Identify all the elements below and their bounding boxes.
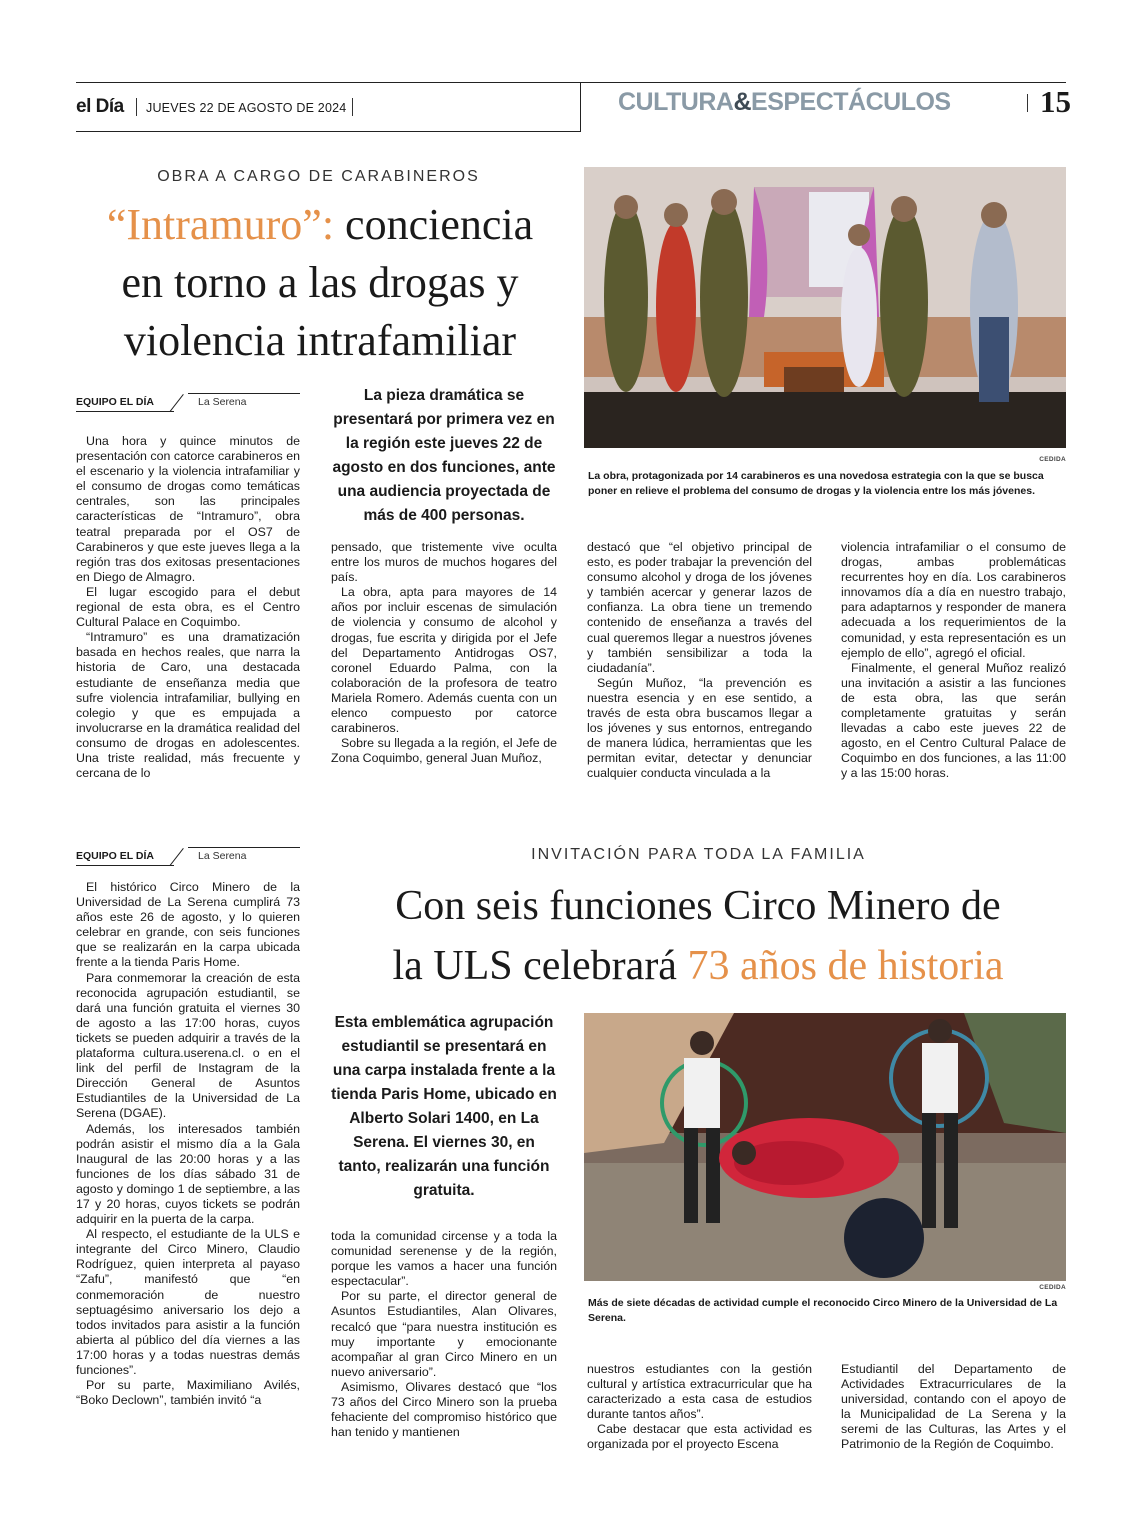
article2-headline (322, 876, 1074, 996)
article1-kicker: OBRA A CARGO DE CARABINEROS (157, 168, 480, 185)
headline-line: en torno a las drogas y (121, 258, 519, 307)
section-title-amp: & (733, 88, 752, 116)
photo-caption: Más de siete décadas de actividad cumple el reconocido Circo Minero de la Universidad de La Serena. (588, 1297, 1058, 1324)
photo-credit: CEDIDA (1039, 1284, 1066, 1291)
headline-accent: “Intramuro”: (106, 200, 335, 249)
paragraph: toda la comunidad circense y a toda la comunidad serenense y de la región, porque les vamos a hacer una función espectacular”. (331, 1229, 557, 1289)
article1-lead: La pieza dramática se presentará por primera vez en la región este jueves 22 de agosto en dos funciones, ante una audiencia proyectada de más de 400 personas. (332, 387, 556, 524)
paragraph: El histórico Circo Minero de la Universidad de La Serena cumplirá 73 años este 26 de agosto, y lo quieren celebrar en grande, con seis funciones que se realizarán en la carpa ubicada frente a la tienda Paris Home. (76, 880, 300, 970)
header-top-rule (76, 82, 1066, 83)
paragraph: Una hora y quince minutos de presentación con catorce carabineros en el escenario y la violencia intrafamiliar y el consumo de drogas como temáticas centrales, son las principales características de “Intramuro”, obra teatral preparada por el OS7 de Carabineros y que este jueves llega a la región tras dos exitosas presentaciones en Diego de Almagro. (76, 434, 300, 584)
header-separator (136, 98, 137, 116)
paragraph: Para conmemorar la creación de esta reconocida agrupación estudiantil, se dará una función gratuita el viernes 30 de agosto a las 17:00 horas, cuyos tickets se pueden adquirir a través de la plataforma cultura.userena.cl. o en el link del perfil de Instagram de la Dirección General de Asuntos Estudiantiles de la Universidad de La Serena (DGAE). (76, 970, 300, 1121)
byline-rule (76, 865, 174, 866)
article2-column-1 (76, 880, 300, 1408)
byline-author: EQUIPO EL DÍA (76, 850, 154, 862)
paragraph: Sobre su llegada a la región, el Jefe de Zona Coquimbo, general Juan Muñoz, (331, 736, 557, 766)
paragraph: Asimismo, Olivares destacó que “los 73 años del Circo Minero son la prueba fehaciente del compromiso histórico que han tenido y mantienen (331, 1379, 557, 1440)
header-bottom-rule-left (76, 131, 581, 132)
byline-rule (76, 411, 174, 412)
circus-photo-image (584, 1013, 1066, 1281)
byline-author: EQUIPO EL DÍA (76, 396, 154, 408)
paragraph: pensado, que tristemente vive oculta entre los muros de muchos hogares del país. (331, 540, 557, 585)
headline-line: Con seis funciones Circo Minero de (395, 883, 1001, 929)
section-title (618, 88, 951, 117)
paragraph: destacó que “el objetivo principal de esto, es poder trabajar la prevención del consumo alcohol y droga de los jóvenes y también acercar y generar lazos de confianza. La obra tiene un tremendo contenido de enseñanza a través del cual queremos llegar a nuestros jóvenes y también sensibilizar a toda la ciudadanía”. (587, 540, 812, 675)
headline-accent: 73 años de historia (687, 943, 1004, 989)
article2-kicker: INVITACIÓN PARA TODA LA FAMILIA (531, 846, 866, 863)
headline-line (322, 936, 1074, 996)
paragraph: La obra, apta para mayores de 14 años por incluir escenas de simulación de violencia y consumo de alcohol y drogas, fue escrita y dirigida por el Jefe del Departamento Antidrogas OS7, coronel Eduardo Palma, con la colaboración de la profesora de teatro Mariela Romero. Además cuenta con un elenco compuesto por catorce carabineros. (331, 585, 557, 736)
paragraph: Estudiantil del Departamento de Actividades Extracurriculares de la universidad, contando con el apoyo de la Municipalidad de La Serena y la seremi de las Culturas, las Artes y el Patrimonio de la Región de Coquimbo. (841, 1362, 1066, 1452)
issue-date: JUEVES 22 DE AGOSTO DE 2024 (146, 101, 347, 115)
paragraph: Finalmente, el general Muñoz realizó una invitación a asistir a las funciones de esta obra, las que serán completamente gratuitas y serán llevadas a cabo este jueves 22 de agosto, en el Centro Cultural Palace de Coquimbo en dos funciones, a las 11:00 y a las 15:00 horas. (841, 660, 1066, 781)
photo-credit: CEDIDA (1039, 456, 1066, 463)
article1-column-3 (587, 540, 812, 782)
byline-slash (169, 848, 183, 866)
article2-column-4 (841, 1362, 1066, 1453)
headline-line (60, 196, 580, 254)
article1-column-2 (331, 540, 557, 766)
article2-lead: Esta emblemática agrupación estudiantil se presentará en una carpa instalada frente a la tienda Paris Home, ubicado en Alberto Solari 1400, en La Serena. El viernes 30, en tanto, realizarán una función gratuita. (331, 1014, 557, 1199)
paragraph: Además, los interesados también podrán asistir el mismo día a la Gala Inaugural de las 20:00 horas y a las funciones de los días sábado 31 de agosto y domingo 1 de septiembre, a las 17 y 20 horas, cuyos tickets se podrán adquirir en la puerta de la carpa. (76, 1121, 300, 1227)
circus-photo (584, 1013, 1066, 1281)
byline-location: La Serena (198, 850, 247, 862)
header-separator (352, 98, 353, 116)
byline-rule (188, 847, 300, 848)
theatre-photo-image (584, 167, 1066, 448)
photo-caption: La obra, protagonizada por 14 carabineros es una novedosa estrategia con la que se busca poner en relieve el problema del consumo de drogas y la violencia entre los más jóvenes. (588, 470, 1044, 497)
header-divider (580, 82, 581, 132)
paragraph: Cabe destacar que esta actividad es organizada por el proyecto Escena (587, 1422, 812, 1452)
header-separator (1027, 94, 1028, 112)
page-number: 15 (1040, 84, 1071, 119)
theatre-photo (584, 167, 1066, 448)
byline-rule (188, 393, 300, 394)
paragraph: violencia intrafamiliar o el consumo de drogas, ambas problemáticas recurrentes hoy en día. Los carabineros innovamos día a día en nuestro trabajo, para adaptarnos y responder de manera adecuada a los requerimientos de la comunidad, y esta representación es un ejemplo de ello”, agregó el oficial. (841, 540, 1066, 660)
section-title-b: ESPECTÁCULOS (751, 88, 951, 116)
headline-line: violencia intrafamiliar (123, 316, 517, 365)
masthead-logo: el Día (76, 96, 124, 117)
article2-column-3 (587, 1362, 812, 1453)
headline-rest: conciencia (334, 200, 534, 249)
paragraph: nuestros estudiantes con la gestión cultural y artística extracurricular que ha caracterizado a esta casa de estudios durante tantos años”. (587, 1362, 812, 1422)
byline-slash (169, 394, 183, 412)
paragraph: Al respecto, el estudiante de la ULS e integrante del Circo Minero, Claudio Rodríguez, quien interpreta al payaso “Zafu”, manifestó que “en conmemoración de nuestro septuagésimo aniversario los dejo a todos invitados para asistir a la función abierta al público del día viernes a las 17:00 horas y a todas nuestras demás funciones”. (76, 1227, 300, 1377)
article1-headline (60, 196, 580, 370)
paragraph: “Intramuro” es una dramatización basada en hechos reales, que narra la historia de Caro, una destacada estudiante de enseñanza media que sufre violencia intrafamiliar, bullying en colegio y que es empujada a involucrarse en la dramática realidad del consumo de drogas en adolescentes. Una triste realidad, más frecuente y cercana de lo (76, 630, 300, 781)
paragraph: Por su parte, Maximiliano Avilés, “Boko Declown”, también invitó “a (76, 1378, 300, 1408)
article2-column-2 (331, 1229, 557, 1440)
article1-column-4 (841, 540, 1066, 782)
paragraph: El lugar escogido para el debut regional de esta obra, es el Centro Cultural Palace en Coquimbo. (76, 584, 300, 630)
section-title-a: CULTURA (618, 88, 734, 116)
article1-column-1 (76, 434, 300, 781)
paragraph: Por su parte, el director general de Asuntos Estudiantiles, Alan Olivares, recalcó que “para nuestra institución es muy importante y emocionante acompañar al gran Circo Minero en un nuevo aniversario”. (331, 1289, 557, 1379)
headline-start: la ULS celebrará (392, 943, 688, 989)
paragraph: Según Muñoz, “la prevención es nuestra esencia y en ese sentido, a través de esta obra buscamos llegar a los jóvenes y sus entornos, entregando de manera lúdica, herramientas que les permitan evitar, detectar y denunciar cualquier conducta vinculada a la (587, 675, 812, 781)
byline-location: La Serena (198, 396, 247, 408)
